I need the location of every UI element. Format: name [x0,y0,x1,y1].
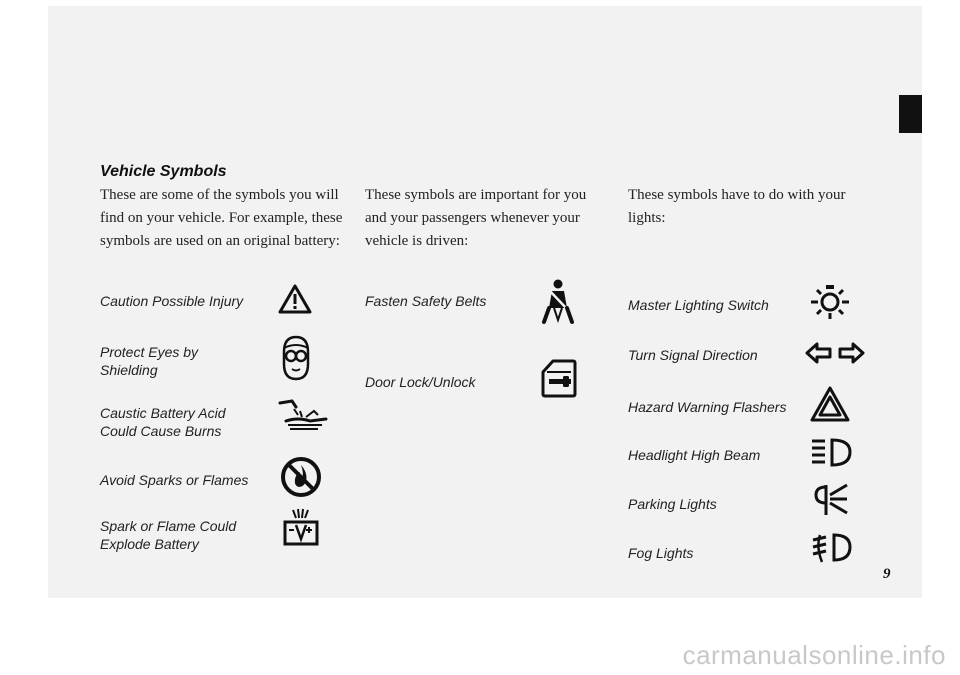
label-protect-eyes: Protect Eyes by Shielding [100,344,199,378]
door-lock-icon [541,358,577,398]
master-light-icon [809,282,851,322]
label-headlight-high-beam: Headlight High Beam [628,447,761,463]
no-flame-icon [280,456,322,498]
label-caution-possible-injury: Caution Possible Injury [100,293,244,309]
parking-lights-icon [812,481,852,517]
intro-occupant-symbols: These symbols are important for you and your passengers whenever your vehicle is driven: [365,187,587,249]
seat-belt-icon [540,278,576,326]
label-fasten-safety-belts: Fasten Safety Belts [365,293,487,309]
label-master-lighting-switch: Master Lighting Switch [628,297,769,313]
page-number: 9 [883,566,891,582]
intro-battery-symbols: These are some of the symbols you will find on your vehicle. For example, these symbols are used on an original battery: [100,187,343,249]
label-turn-signal-direction: Turn Signal Direction [628,347,758,363]
label-spark-explode-battery: Spark or Flame Could Explode Battery [100,518,237,552]
label-avoid-sparks: Avoid Sparks or Flames [100,472,249,488]
label-hazard-warning-flashers: Hazard Warning Flashers [628,399,787,415]
fog-lights-icon [810,532,854,564]
intro-light-symbols: These symbols have to do with your lights: [628,187,846,226]
high-beam-icon [810,437,854,469]
label-door-lock-unlock: Door Lock/Unlock [365,374,476,390]
acid-burn-hand-icon [276,397,332,433]
label-parking-lights: Parking Lights [628,496,717,512]
section-tab-marker [899,95,922,133]
battery-explode-icon [282,508,320,548]
label-fog-lights: Fog Lights [628,545,694,561]
hazard-triangle-icon [810,386,850,422]
watermark-url: carmanualsonline.info [682,640,946,670]
label-caustic-acid: Caustic Battery Acid Could Cause Burns [100,405,226,439]
caution-triangle-icon [278,284,312,314]
eye-shield-face-icon [279,334,313,382]
section-title: Vehicle Symbols [100,163,227,180]
turn-signal-arrows-icon [805,341,865,365]
